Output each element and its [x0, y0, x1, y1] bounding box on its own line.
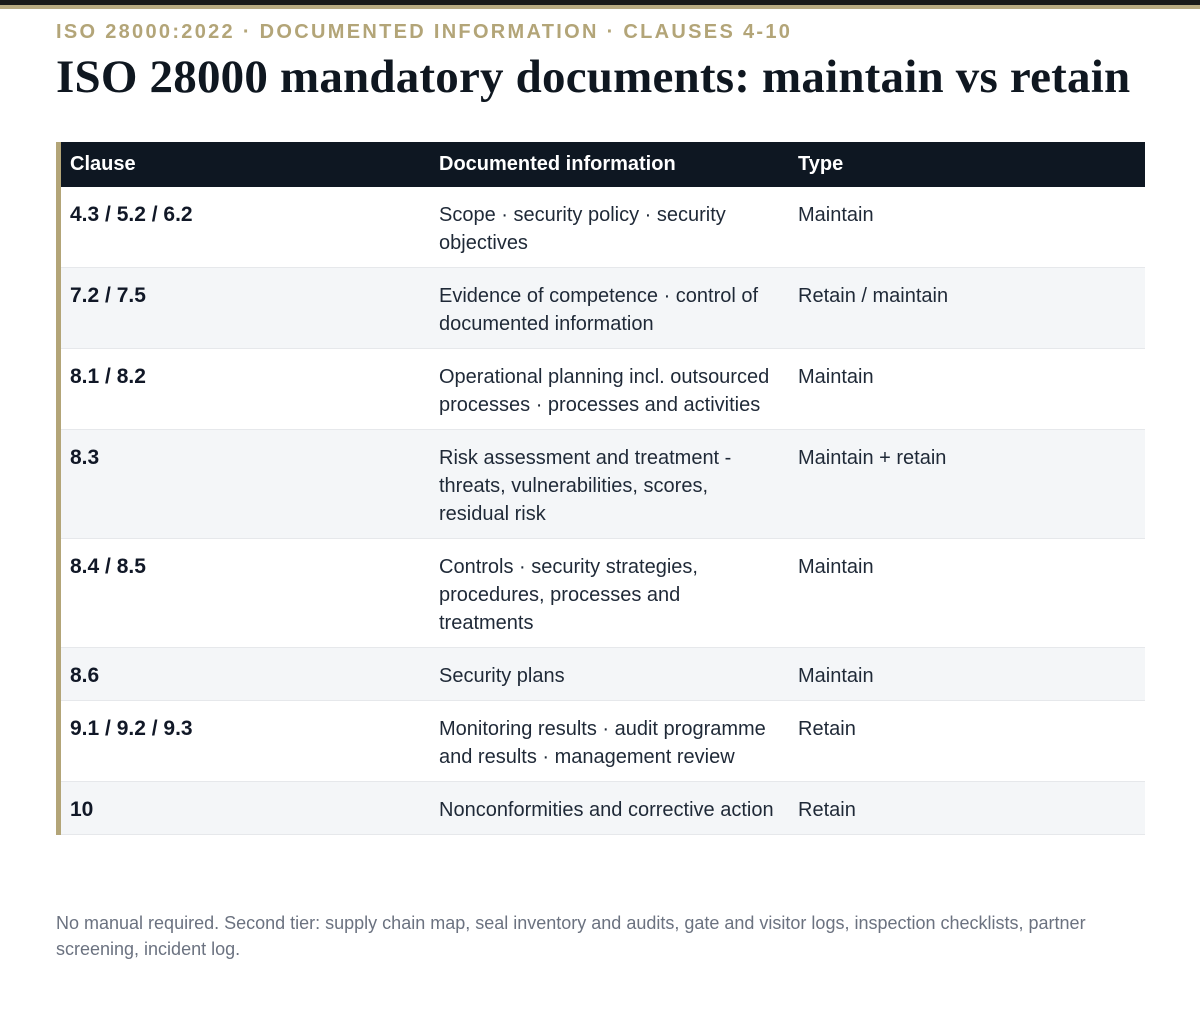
- table-row: [61, 349, 1145, 430]
- documents-table: [61, 142, 1145, 835]
- type-cell: Retain / maintain: [798, 285, 949, 307]
- table-header: [61, 142, 1145, 187]
- clause-cell: 8.1 / 8.2: [70, 365, 146, 388]
- info-cell: Nonconformities and corrective action: [439, 799, 774, 821]
- column-header-clause: Clause: [70, 153, 136, 175]
- type-cell: Retain: [798, 718, 856, 740]
- table-header-row: [61, 142, 1145, 187]
- info-cell: Monitoring results · audit programme and results · management review: [439, 718, 766, 768]
- clause-cell: 10: [70, 798, 94, 821]
- page-title: ISO 28000 mandatory documents: maintain vs retain: [56, 51, 1131, 103]
- info-cell: Evidence of competence · control of documented information: [439, 285, 759, 335]
- clause-cell: 8.4 / 8.5: [70, 555, 146, 578]
- table-row: [61, 648, 1145, 701]
- type-cell: Maintain: [798, 204, 874, 226]
- clause-cell: 9.1 / 9.2 / 9.3: [70, 717, 193, 740]
- documents-table-container: [56, 142, 1145, 835]
- column-header-documented-information: Documented information: [439, 153, 676, 175]
- clause-cell: 8.6: [70, 664, 100, 687]
- clause-cell: 4.3 / 5.2 / 6.2: [70, 203, 193, 226]
- table-row: [61, 539, 1145, 648]
- table-body: [61, 187, 1145, 835]
- type-cell: Maintain: [798, 366, 874, 388]
- table-row: [61, 187, 1145, 268]
- info-cell: Controls · security strategies, procedures, processes and treatments: [439, 556, 698, 634]
- info-cell: Risk assessment and treatment - threats, vulnerabilities, scores, residual risk: [439, 447, 732, 525]
- clause-cell: 8.3: [70, 446, 100, 469]
- type-cell: Maintain: [798, 665, 874, 687]
- eyebrow-label: ISO 28000:2022 · DOCUMENTED INFORMATION · CLAUSES 4-10: [56, 21, 793, 43]
- type-cell: Maintain + retain: [798, 447, 947, 469]
- table-row: [61, 782, 1145, 835]
- top-accent-rule: [0, 0, 1200, 9]
- table-row: [61, 268, 1145, 349]
- clause-cell: 7.2 / 7.5: [70, 284, 146, 307]
- type-cell: Retain: [798, 799, 856, 821]
- footnote: No manual required. Second tier: supply chain map, seal inventory and audits, gate and visitor logs, inspection checklists, partner screening, incident log.: [56, 913, 1086, 959]
- column-header-type: Type: [798, 153, 844, 175]
- table-row: [61, 701, 1145, 782]
- info-cell: Operational planning incl. outsourced processes · processes and activities: [439, 366, 770, 416]
- type-cell: Maintain: [798, 556, 874, 578]
- info-cell: Security plans: [439, 665, 565, 687]
- table-row: [61, 430, 1145, 539]
- info-cell: Scope · security policy · security objectives: [439, 204, 726, 254]
